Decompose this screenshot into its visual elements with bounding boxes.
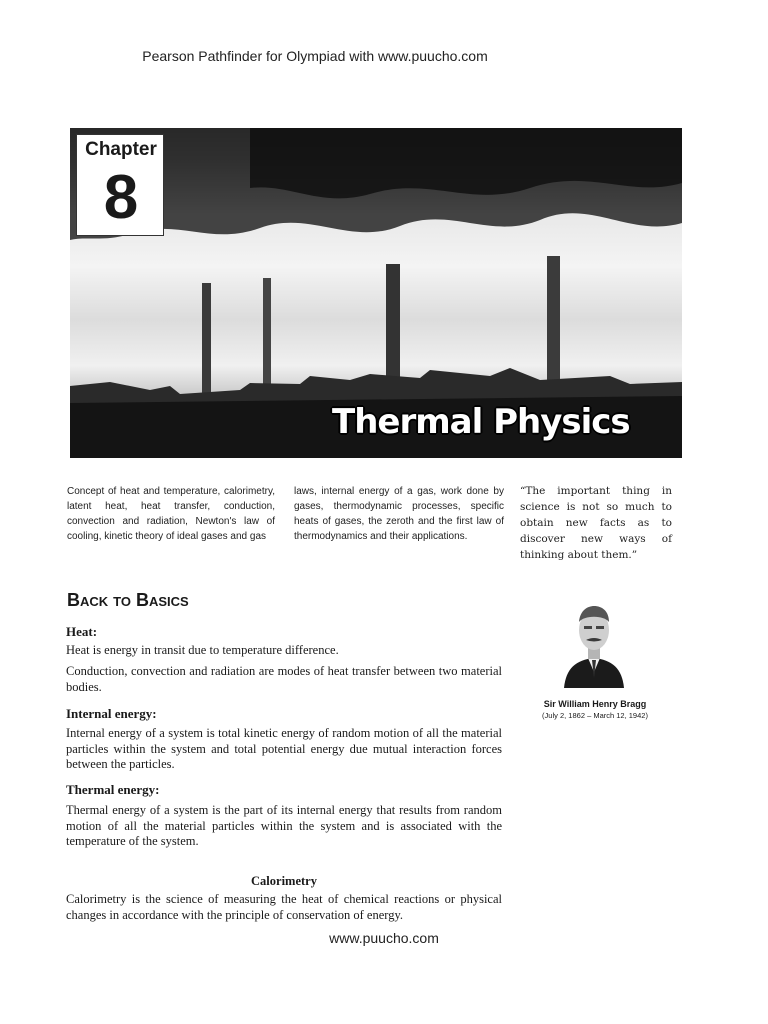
calorimetry-heading: Calorimetry — [251, 874, 317, 888]
page-footer: www.puucho.com — [329, 930, 439, 946]
chapter-title: Thermal Physics — [332, 402, 630, 442]
heat-paragraph-2: Conduction, convection and radiation are modes of heat transfer between two material bodies. — [66, 664, 502, 694]
section-title: Back to Basics — [67, 590, 189, 610]
internal-energy-heading: Internal energy: — [66, 706, 157, 721]
page-header: Pearson Pathfinder for Olympiad with www.puucho.com — [142, 48, 488, 64]
heat-paragraph-1: Heat is energy in transit due to temperature difference. — [66, 643, 339, 657]
chapter-label: Chapter — [85, 139, 157, 160]
intro-column-1: Concept of heat and temperature, calorimetry, latent heat, heat transfer, conduction, convection and radiation, Newton's law of cooling, kinetic theory of ideal gases and gas — [67, 486, 275, 542]
thermal-energy-paragraph: Thermal energy of a system is the part of its internal energy that results from random motion of all the material particles within the system and is associated with the temperature of the system. — [66, 803, 502, 848]
portrait-caption-name: Sir William Henry Bragg — [543, 699, 647, 709]
heat-heading: Heat: — [66, 624, 98, 639]
chapter-badge — [76, 134, 164, 236]
intro-column-2: laws, internal energy of a gas, work done by gases, thermodynamic processes, specific heats of gases, the zeroth and the first law of thermodynamics and their applications. — [294, 486, 504, 542]
calorimetry-paragraph: Calorimetry is the science of measuring the heat of chemical reactions or physical changes in accordance with the principle of conservation of energy. — [66, 892, 502, 922]
thermal-energy-heading: Thermal energy: — [66, 782, 160, 797]
chapter-number: 8 — [103, 163, 139, 232]
bragg-portrait — [562, 602, 626, 688]
chapter-quote: “The important thing in science is not so much to obtain new facts as to discover new ways of thinking about them.” — [520, 485, 672, 561]
portrait-caption-dates: (July 2, 1862 – March 12, 1942) — [542, 711, 648, 720]
internal-energy-paragraph: Internal energy of a system is total kinetic energy of random motion of all the material particles within the system and total potential energy due mutual interaction forces between the particles. — [66, 726, 502, 771]
portrait-illustration — [562, 602, 626, 688]
